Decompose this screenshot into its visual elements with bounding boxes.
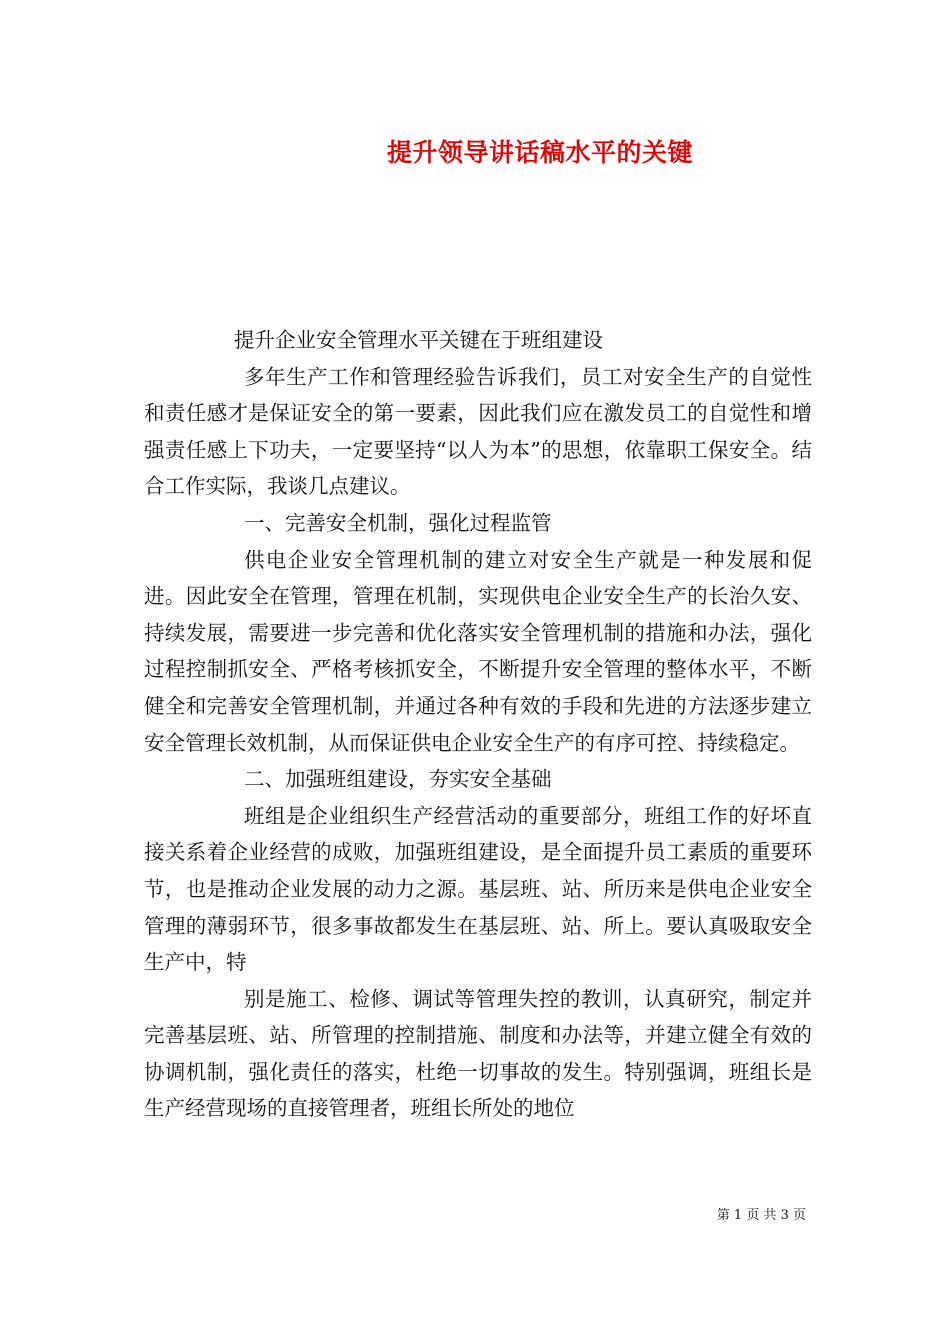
paragraph-intro: 多年生产工作和管理经验告诉我们，员工对安全生产的自觉性和责任感才是保证安全的第一要素，因此我们应在激发员工的自觉性和增强责任感上下功夫，一定要坚持“以人为本”的思想，依靠职工保安全。结合工作实际，我谈几点建议。	[144, 364, 812, 499]
paragraph-team-building: 班组是企业组织生产经营活动的重要部分，班组工作的好坏直接关系着企业经营的成败，加强班组建设，是全面提升员工素质的重要环节，也是推动企业发展的动力之源。基层班、站、所历来是供电企业安全管理的薄弱环节，很多事故都发生在基层班、站、所上。要认真吸取安全生产中，特	[144, 803, 812, 975]
paragraph-team-building-cont: 别是施工、检修、调试等管理失控的教训，认真研究，制定并完善基层班、站、所管理的控制措施、制度和办法等，并建立健全有效的协调机制，强化责任的落实，杜绝一切事故的发生。特别强调，班组长是生产经营现场的直接管理者，班组长所处的地位	[144, 986, 812, 1121]
document-title: 提升领导讲话稿水平的关键	[386, 138, 693, 167]
paragraph-mechanism: 供电企业安全管理机制的建立对安全生产就是一种发展和促进。因此安全在管理，管理在机制，实现供电企业安全生产的长治久安、持续发展，需要进一步完善和优化落实安全管理机制的措施和办法，强化过程控制抓安全、严格考核抓安全，不断提升安全管理的整体水平，不断健全和完善安全管理机制，并通过各种有效的手段和先进的方法逐步建立安全管理长效机制，从而保证供电企业安全生产的有序可控、持续稳定。	[144, 547, 812, 755]
section-heading-1: 一、完善安全机制，强化过程监管	[244, 510, 552, 535]
page-number-footer: 第 1 页 共 3 页	[716, 1208, 806, 1223]
document-body	[144, 322, 812, 1127]
document-subtitle: 提升企业安全管理水平关键在于班组建设	[234, 328, 603, 352]
section-heading-2: 二、加强班组建设，夯实安全基础	[244, 767, 552, 792]
